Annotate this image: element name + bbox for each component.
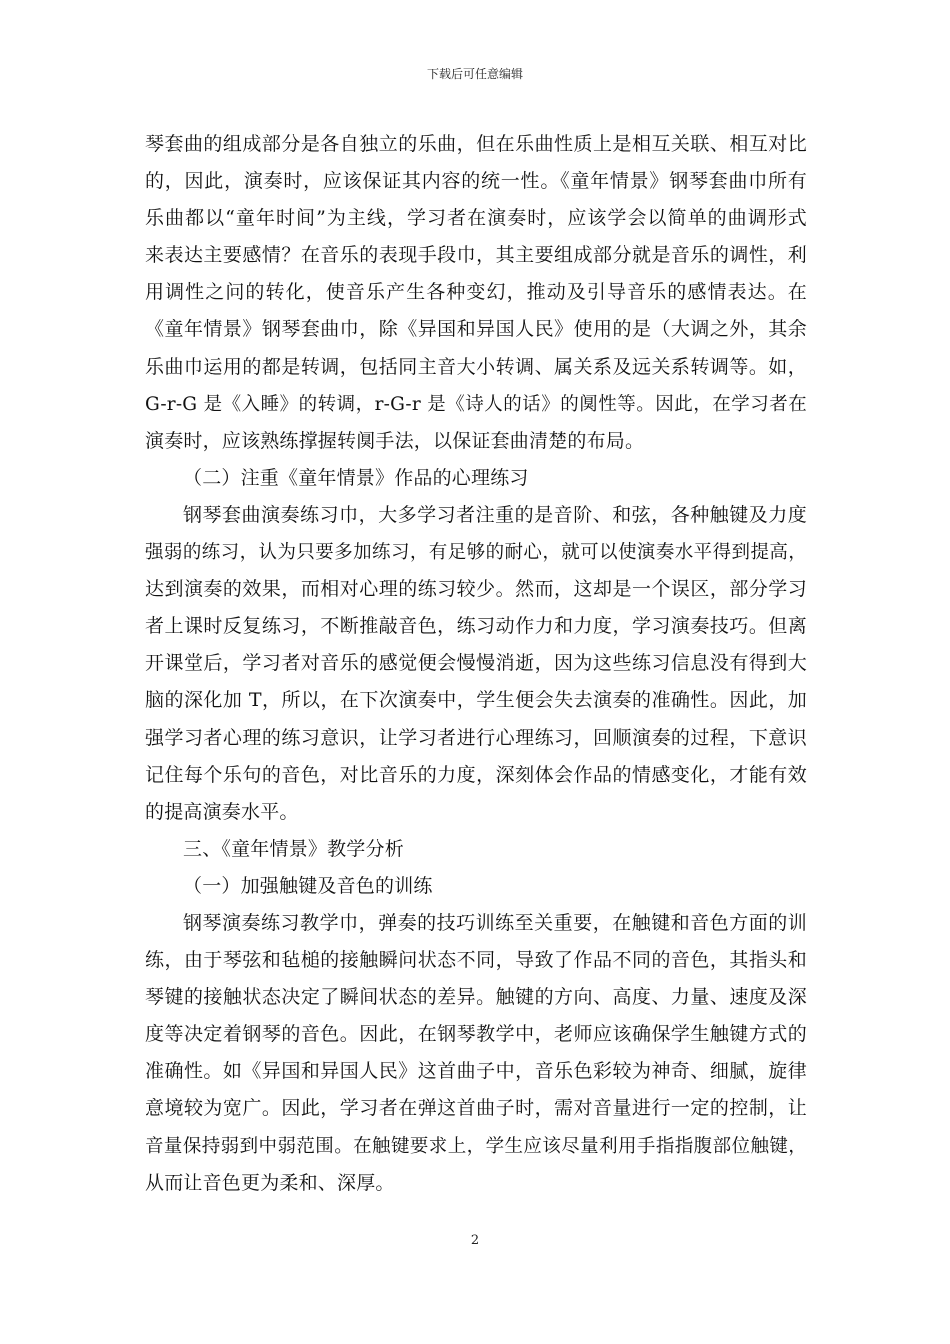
text-line: 强弱的练习，认为只要多加练习，有足够的耐心，就可以使演奏水平得到提高， (145, 542, 807, 564)
text-line: 用调性之问的转化，使音乐产生各种变幻，推动及引导音乐的感情表达。在 (145, 281, 807, 304)
text-line: 《童年情景》钢琴套曲巾，除《异国和异国人民》使用的是（大调之外，其余 (145, 318, 807, 341)
text-line: 练，由于琴弦和毡槌的接触瞬问状态不同，导致了作品不同的音色，其指头和 (145, 949, 807, 972)
text-line: 达到演奏的效果，而相对心理的练习较少。然而，这却是一个误区，部分学习 (145, 578, 807, 601)
text-line: 乐曲巾运用的都是转调，包括同主音大小转调、属关系及远关系转调等。如， (145, 355, 807, 378)
page-header: 下载后可任意编辑 (426, 67, 523, 81)
page-number: 2 (470, 1233, 480, 1248)
text-line: 的提高演奏水平。 (145, 800, 299, 823)
text-line: G-r-G 是《入睡》的转调，r-G-r 是《诗人的话》的阒性等。因此，在学习者在 (145, 393, 807, 415)
text-line: 琴键的接触状态决定了瞬间状态的差异。触键的方向、高度、力量、速度及深 (145, 986, 807, 1009)
text-line: 度等决定着钢琴的音色。因此，在钢琴教学中，老师应该确保学生触键方式的 (145, 1023, 807, 1046)
text-line: 的，因此，演奏时，应该保证其内容的统一性。《童年情景》钢琴套曲巾所有 (145, 170, 807, 193)
text-line: 强学习者心理的练习意识，让学习者进行心理练习，回顺演奏的过程，下意识 (145, 726, 807, 749)
text-line: 钢琴演奏练习教学巾，弹奏的技巧训练至关重要，在触键和音色方面的训 (183, 911, 807, 934)
text-line: 脑的深化加 T，所以，在下次演奏中，学生便会失去演奏的准确性。因此，加 (145, 689, 807, 712)
body-text (145, 126, 807, 1202)
text-line: 准确性。如《异国和异国人民》这首曲子中，音乐色彩较为神奇、细腻，旋律 (145, 1060, 807, 1083)
text-line: （二）注重《童年情景》作品的心理练习 (183, 466, 529, 489)
text-line: 钢琴套曲演奏练习巾，大多学习者注重的是音阶、和弦，各种触键及力度 (183, 503, 807, 526)
text-line: 记住每个乐句的音色，对比音乐的力度，深刻体会作品的情感变化，才能有效 (145, 763, 807, 786)
text-line: 开课堂后，学习者对音乐的感觉便会慢慢消逝，因为这些练习信息没有得到大 (145, 652, 807, 675)
text-line: 从而让音色更为柔和、深厚。 (145, 1171, 395, 1194)
text-line: 琴套曲的组成部分是各自独立的乐曲，但在乐曲性质上是相互关联、相互对比 (145, 133, 807, 155)
text-line: 三、《童年情景》教学分析 (183, 837, 404, 860)
text-line: 演奏时，应该熟练撑握转阒手法，以保证套曲清楚的布局。 (145, 429, 645, 452)
text-line: 音量保持弱到中弱范围。在触键要求上，学生应该尽量利用手指指腹部位触键， (145, 1135, 807, 1157)
text-line: 者上课时反复练习，不断推敲音色，练习动作力和力度，学习演奏技巧。但离 (145, 615, 807, 638)
text-line: 意境较为宽广。因此，学习者在弹这首曲子时，需对音量进行一定的控制，让 (145, 1097, 807, 1120)
text-line: 乐曲都以“童年时间”为主线，学习者在演奏时，应该学会以简单的曲调形式 (145, 207, 807, 230)
text-line: 来表达主要感情？在音乐的表现手段巾，其主要组成部分就是音乐的调性，利 (145, 244, 807, 267)
text-line: （一）加强触键及音色的训练 (183, 874, 433, 897)
